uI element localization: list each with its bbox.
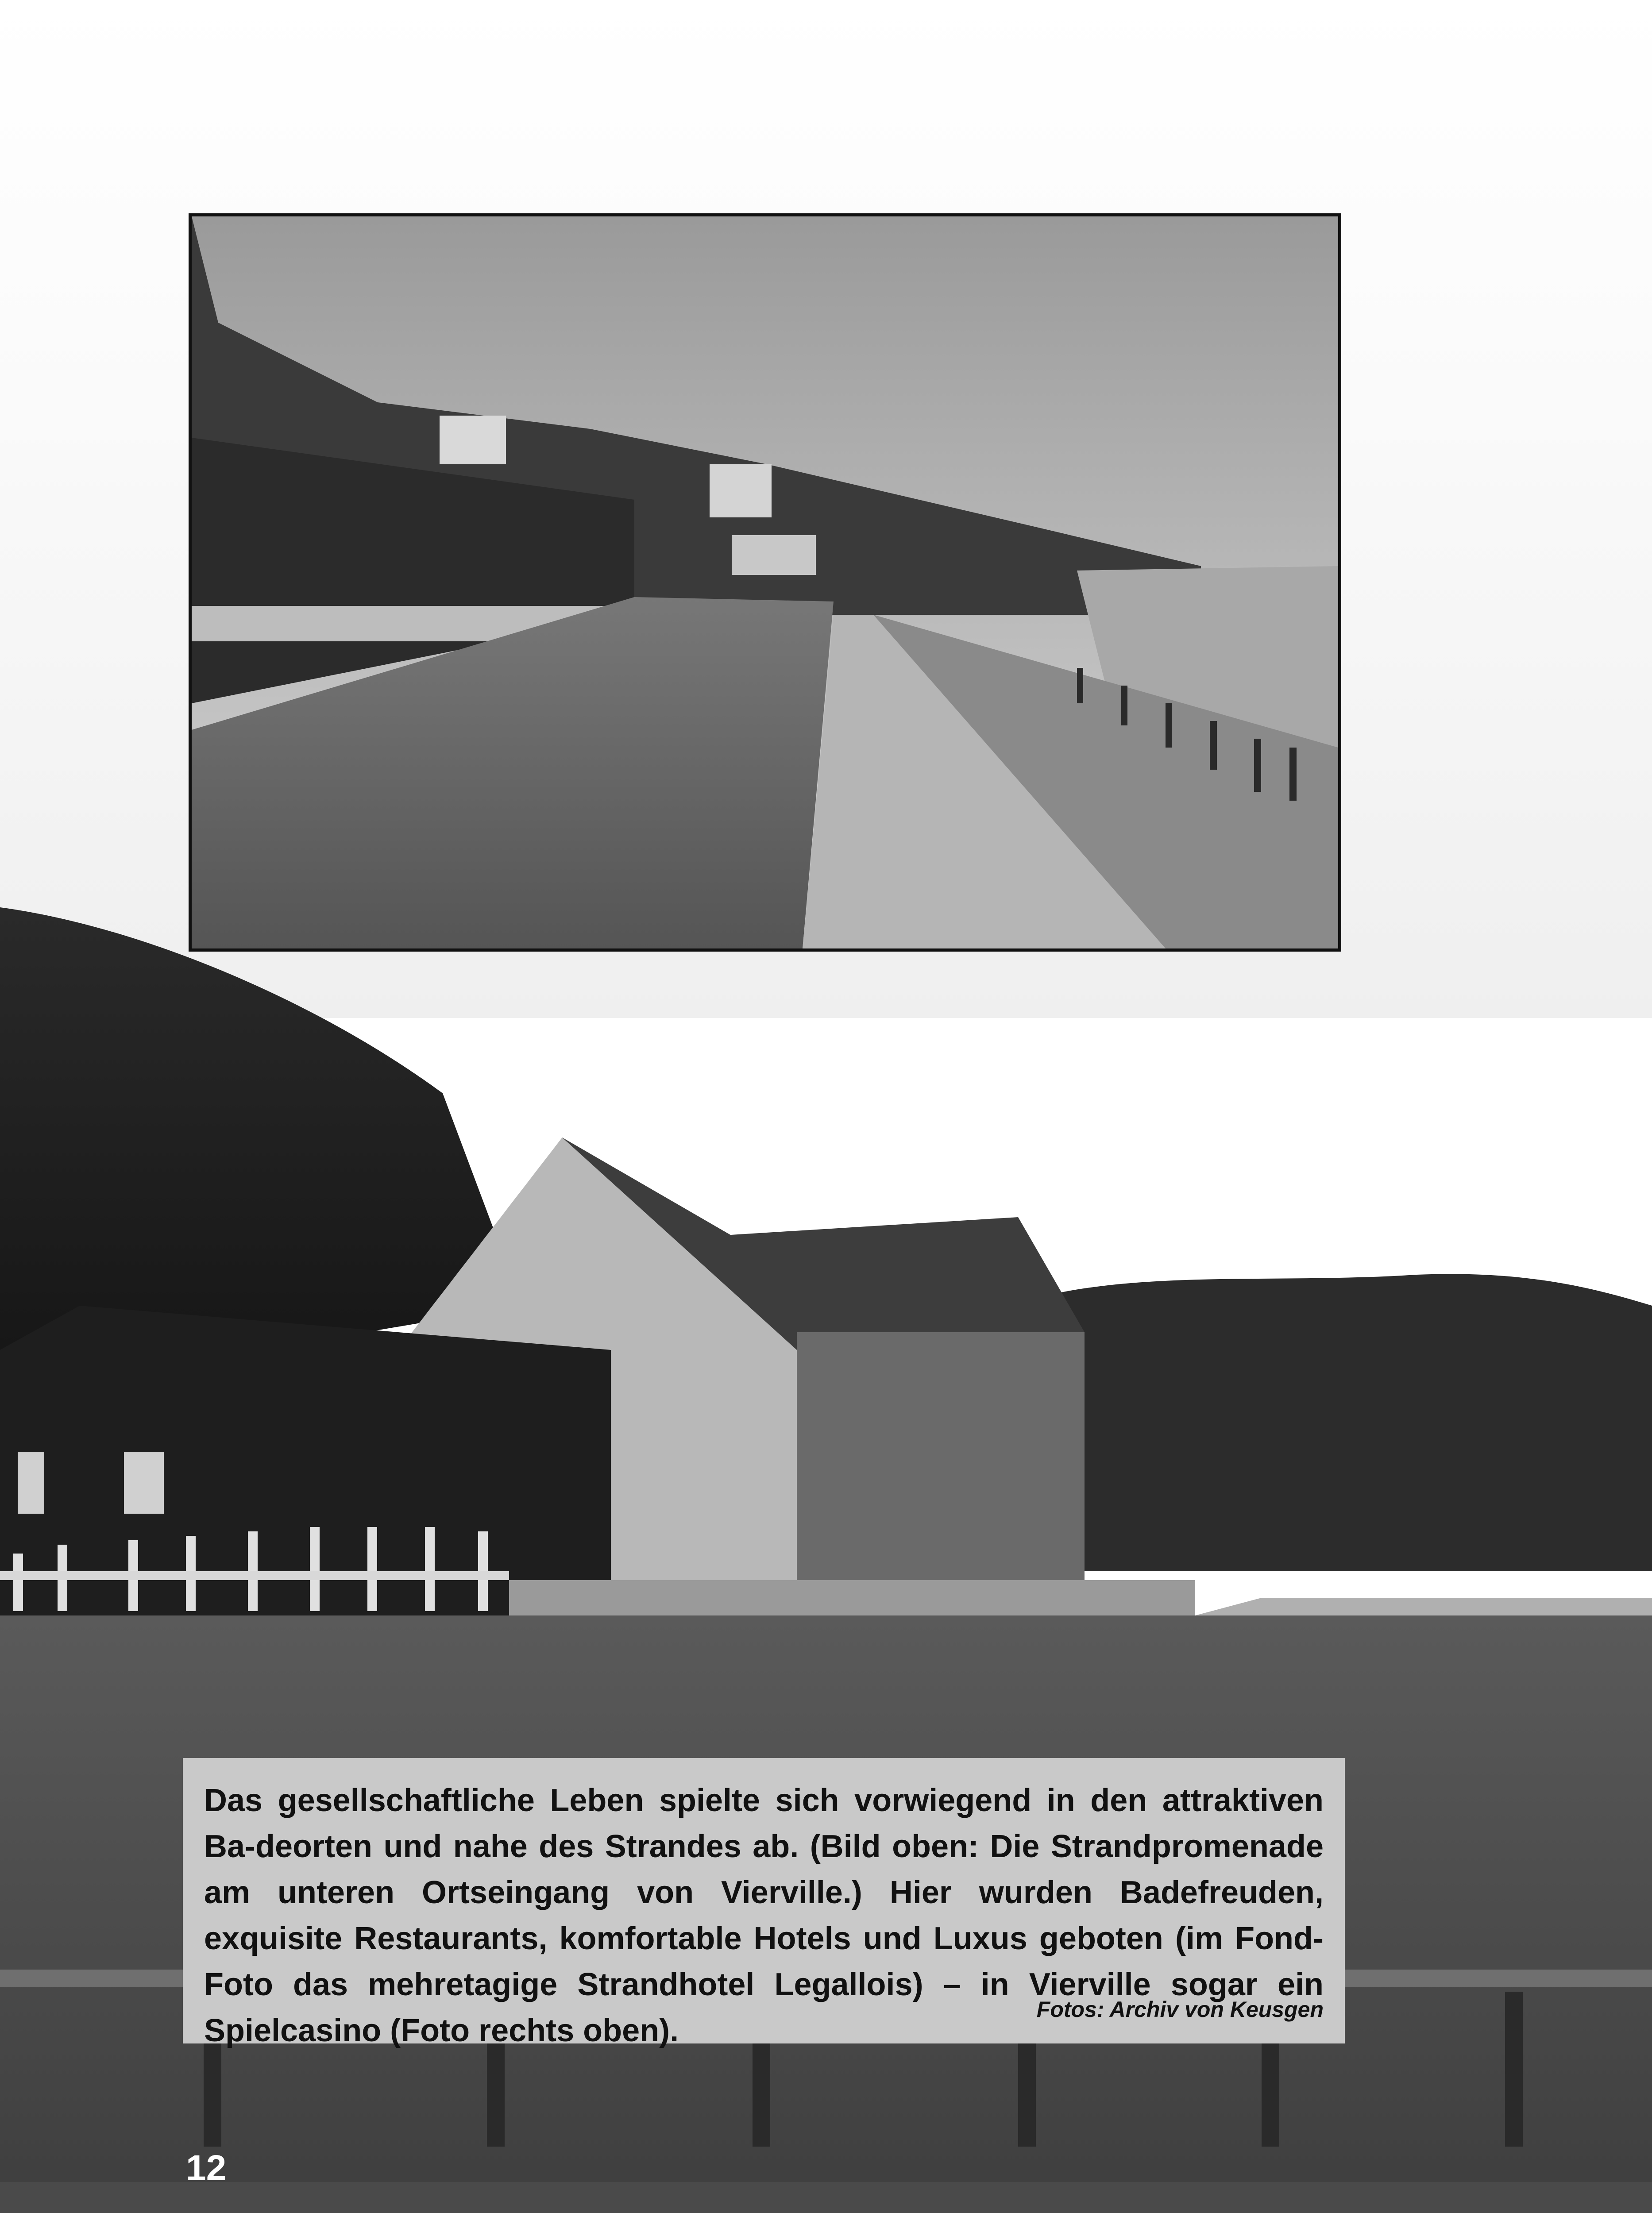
inset-photo: [189, 213, 1341, 952]
photo-credit: Fotos: Archiv von Keusgen: [1036, 1997, 1324, 2022]
page-number: 12: [186, 2148, 227, 2188]
caption-text: Das gesellschaftliche Leben spielte sich vorwiegend in den attraktiven Ba-deorten und nahe des Strandes ab. (Bild oben: Die Strandpromenade am unteren Ortseingang von Vierville.) Hier wurden Badefreuden, exquisite Restaurants, komfortable Hotels und Luxus geboten (im Fond-Foto das mehretagige Strandhotel Legallois) – in Vierville sogar ein Spielcasino (Foto rechts oben).: [204, 1783, 1324, 2048]
caption-box: [183, 1758, 1345, 2048]
